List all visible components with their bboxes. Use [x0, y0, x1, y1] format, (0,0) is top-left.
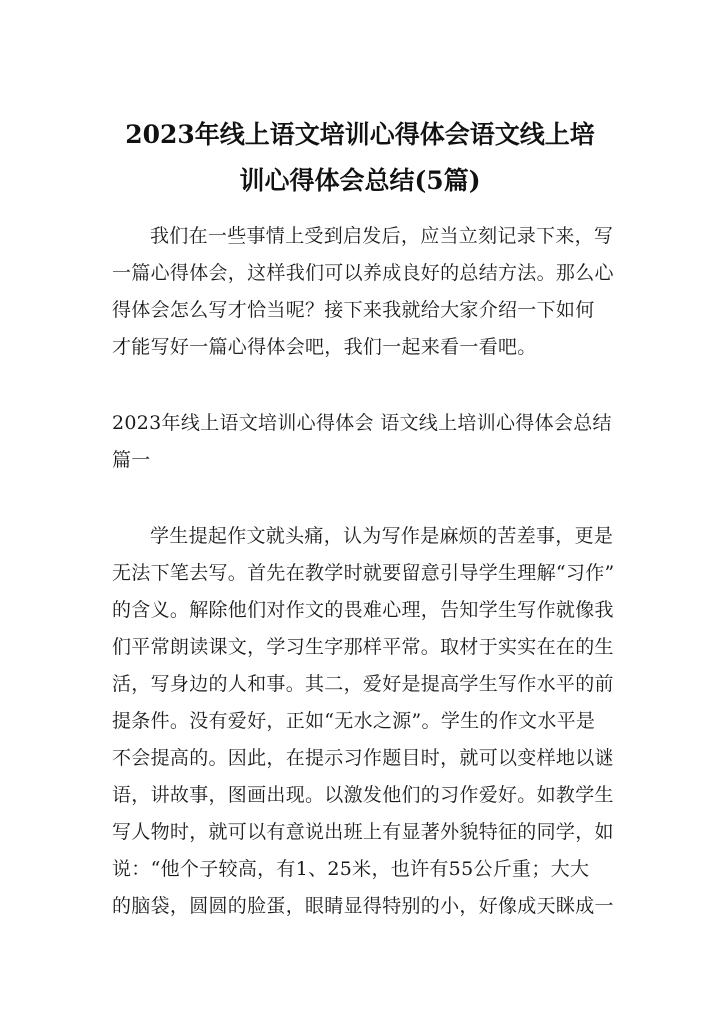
- body-paragraph: [112, 518, 615, 925]
- body-line: 们平常朗读课文，学习生字那样平常。取材于实实在在的生: [112, 636, 614, 658]
- body-line: 学生提起作文就头痛，认为写作是麻烦的苦差事，更是: [150, 525, 614, 547]
- intro-line: 一篇心得体会，这样我们可以养成良好的总结方法。那么心: [112, 262, 614, 284]
- body-line: 提条件。没有爱好，正如“无水之源”。学生的作文水平是: [112, 710, 596, 732]
- section-heading-line: 篇一: [112, 449, 151, 471]
- body-line: 的含义。解除他们对作文的畏难心理，告知学生写作就像我: [112, 599, 614, 621]
- body-line: 不会提高的。因此，在提示习作题目时，就可以变样地以谜: [112, 747, 614, 769]
- document-title-line-2: 训心得体会总结(5篇): [239, 166, 481, 195]
- body-line: 语，讲故事，图画出现。以激发他们的习作爱好。如教学生: [112, 784, 614, 806]
- body-line: 无法下笔去写。首先在教学时就要留意引导学生理解“习作”: [112, 562, 615, 584]
- section-heading: [112, 405, 612, 479]
- body-line: 写人物时，就可以有意说出班上有显著外貌特征的同学，如: [112, 821, 614, 843]
- body-line: 活，写身边的人和事。其二，爱好是提高学生写作水平的前: [112, 673, 614, 695]
- section-heading-line: 2023年线上语文培训心得体会 语文线上培训心得体会总结: [112, 412, 612, 434]
- body-line: 的脑袋，圆圆的脸蛋，眼睛显得特别的小，好像成天眯成一: [112, 895, 614, 917]
- body-line: 说：“他个子较高，有1、25米，也许有55公斤重；大大: [112, 858, 590, 880]
- document-title-line-1: 2023年线上语文培训心得体会语文线上培: [125, 120, 595, 149]
- intro-line: 才能写好一篇心得体会吧，我们一起来看一看吧。: [112, 336, 537, 358]
- intro-line: 得体会怎么写才恰当呢？接下来我就给大家介绍一下如何: [112, 299, 595, 321]
- intro-paragraph: [112, 218, 612, 366]
- intro-line: 我们在一些事情上受到启发后，应当立刻记录下来，写: [150, 225, 614, 247]
